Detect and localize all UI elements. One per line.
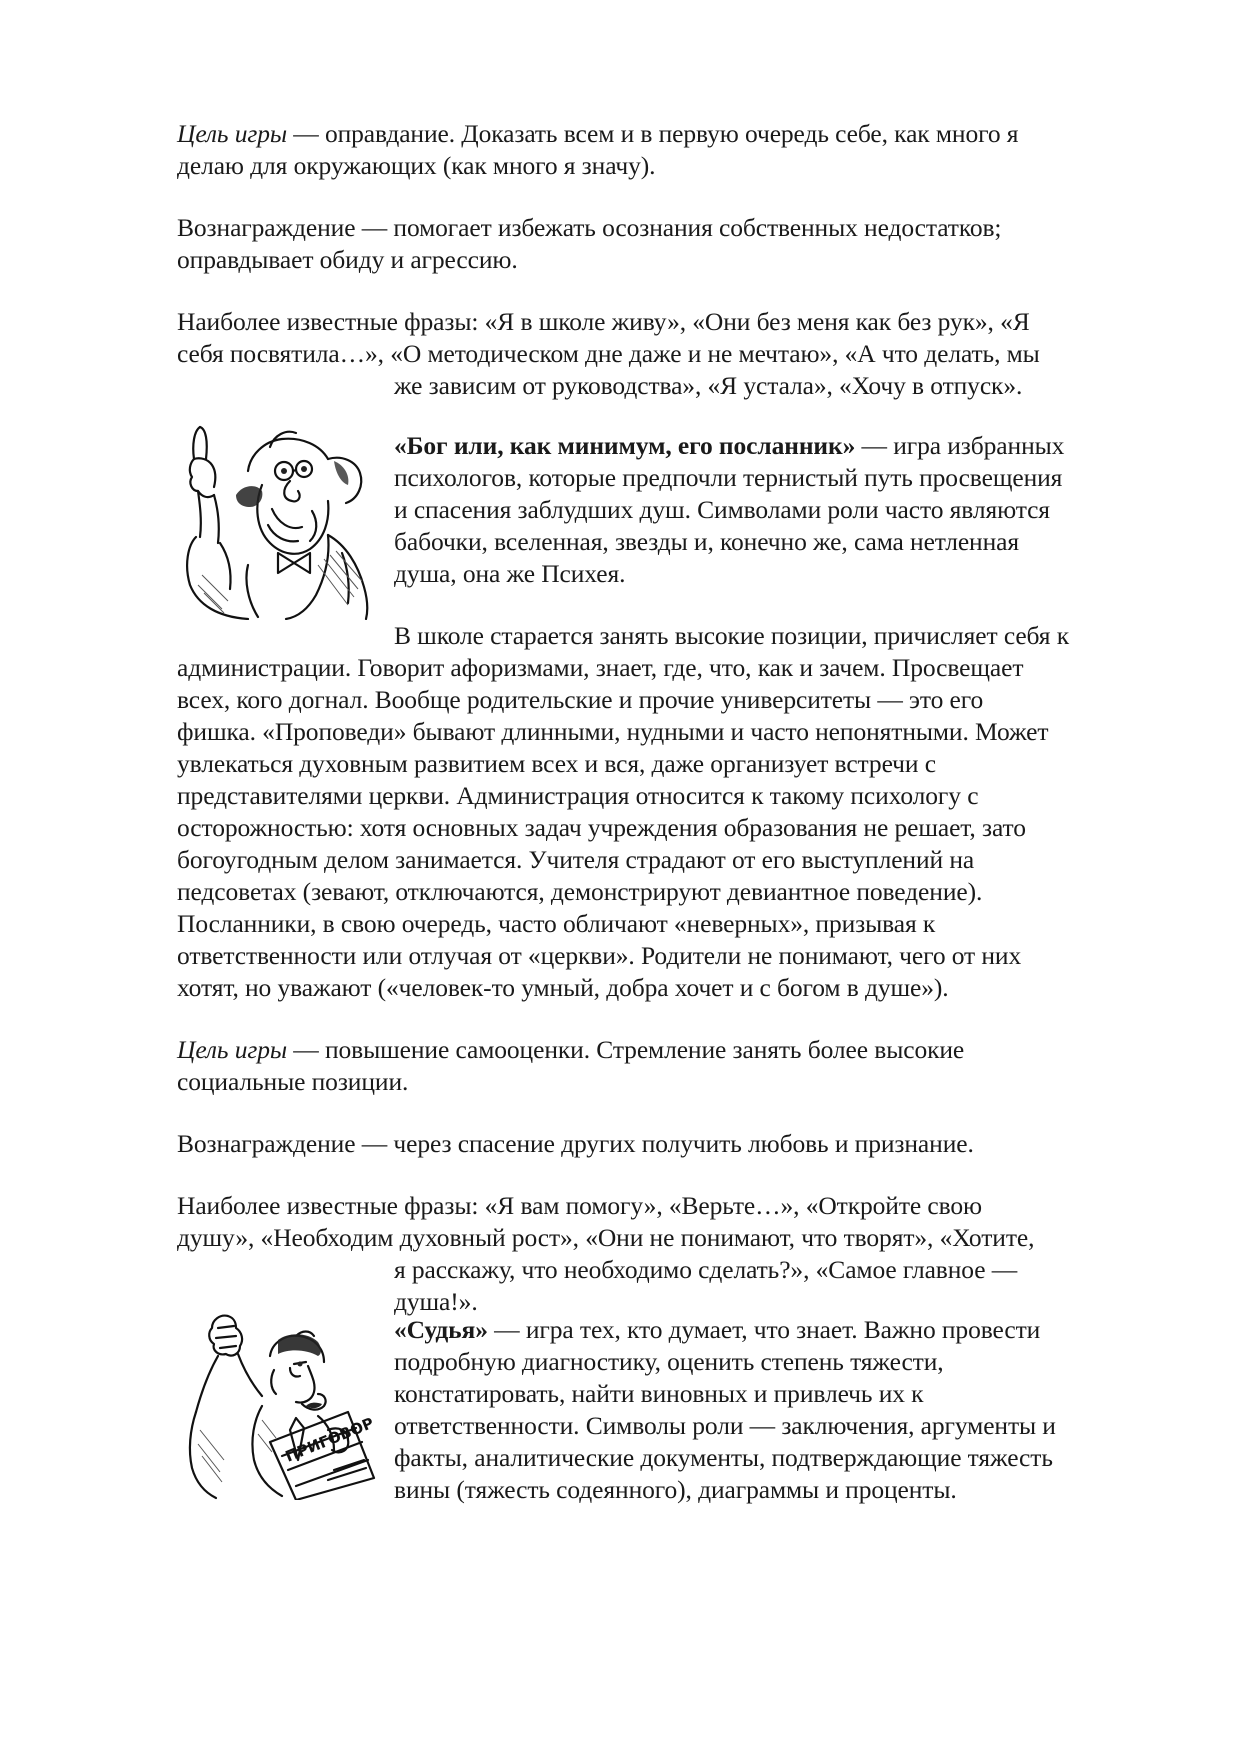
text-line: богоугодным делом занимается. Учителя страдают от его выступлений на [177,845,975,874]
text-line: подробную диагностику, оценить степень тяжести, [394,1347,944,1376]
text-line: душу», «Необходим духовный рост», «Они не понимают, что творят», «Хотите, [177,1223,1035,1252]
judge-illustration [178,1310,383,1500]
prophet-illustration [178,425,388,620]
text-line: вины (тяжесть содеянного), диаграммы и проценты. [394,1475,957,1504]
text-line: я расскажу, что необходимо сделать?», «Самое главное — [394,1255,1018,1284]
text-line: представителями церкви. Администрация относится к такому психологу с [177,781,979,810]
role-intro-judge [394,1314,1040,1346]
text-line: душа, она же Психея. [394,559,626,588]
text-line: Наиболее известные фразы: «Я в школе живу», «Они без меня как без рук», «Я [177,307,1030,336]
goal-label: Цель игры [177,119,288,148]
text-line: факты, аналитические документы, подтверждающие тяжесть [394,1443,1053,1472]
text-line: фишка. «Проповеди» бывают длинными, нудными и часто непонятными. Может [177,717,1049,746]
text-line: душа!». [394,1287,478,1316]
text-line: хотят, но уважают («человек-то умный, добра хочет и с богом в душе»). [177,973,949,1002]
role-intro-text: — игра тех, кто думает, что знает. Важно провести [487,1315,1041,1344]
text-line: Наиболее известные фразы: «Я вам помогу», «Верьте…», «Откройте свою [177,1191,982,1220]
text-line: и спасения заблудших душ. Символами роли часто являются [394,495,1050,524]
text-line: всех, кого догнал. Вообще родительские и прочие университеты — это его [177,685,984,714]
goal-paragraph-2 [177,1034,964,1066]
text-line: делаю для окружающих (как много я значу). [177,151,656,180]
text-line: педсоветах (зевают, отключаются, демонстрируют девиантное поведение). [177,877,983,906]
prophet-icon [178,425,388,620]
text-line: администрации. Говорит афоризмами, знает, где, что, как и зачем. Просвещает [177,653,1024,682]
role-title-judge: «Судья» [394,1315,488,1344]
role-intro-text: — игра избранных [855,431,1065,460]
text-line: бабочки, вселенная, звезды и, конечно же, сама нетленная [394,527,1020,556]
judge-icon [178,1310,383,1500]
newspaper-headline: ПРИГОВОР [282,1413,377,1466]
goal-text: — оправдание. Доказать всем и в первую очередь себе, как много я [287,119,1019,148]
text-line: социальные позиции. [177,1067,409,1096]
text-line: психологов, которые предпочли тернистый путь просвещения [394,463,1063,492]
goal-paragraph-1 [177,118,1018,150]
goal-label: Цель игры [177,1035,288,1064]
text-line: Вознаграждение — помогает избежать осознания собственных недостатков; [177,213,1002,242]
text-line: Вознаграждение — через спасение других получить любовь и признание. [177,1129,974,1158]
text-line: ответственности. Символы роли — заключения, аргументы и [394,1411,1056,1440]
text-line: осторожностью: хотя основных задач учреждения образования не решает, зато [177,813,1026,842]
goal-text: — повышение самооценки. Стремление занять более высокие [287,1035,965,1064]
text-line: ответственности или отлучая от «церкви». Родители не понимают, чего от них [177,941,1022,970]
text-line: оправдывает обиду и агрессию. [177,245,518,274]
text-line: констатировать, найти виновных и привлечь их к [394,1379,924,1408]
role-title-god: «Бог или, как минимум, его посланник» [394,431,856,460]
text-line: Посланники, в свою очередь, часто обличают «неверных», призывая к [177,909,936,938]
text-line: себя посвятила…», «О методическом дне даже и не мечтаю», «А что делать, мы [177,339,1040,368]
text-line: увлекаться духовным развитием всех и вся, даже организует встречи с [177,749,936,778]
role-intro-god [394,430,1064,462]
text-line: В школе старается занять высокие позиции, причисляет себя к [394,621,1069,650]
text-line: же зависим от руководства», «Я устала», «Хочу в отпуск». [394,371,1023,400]
